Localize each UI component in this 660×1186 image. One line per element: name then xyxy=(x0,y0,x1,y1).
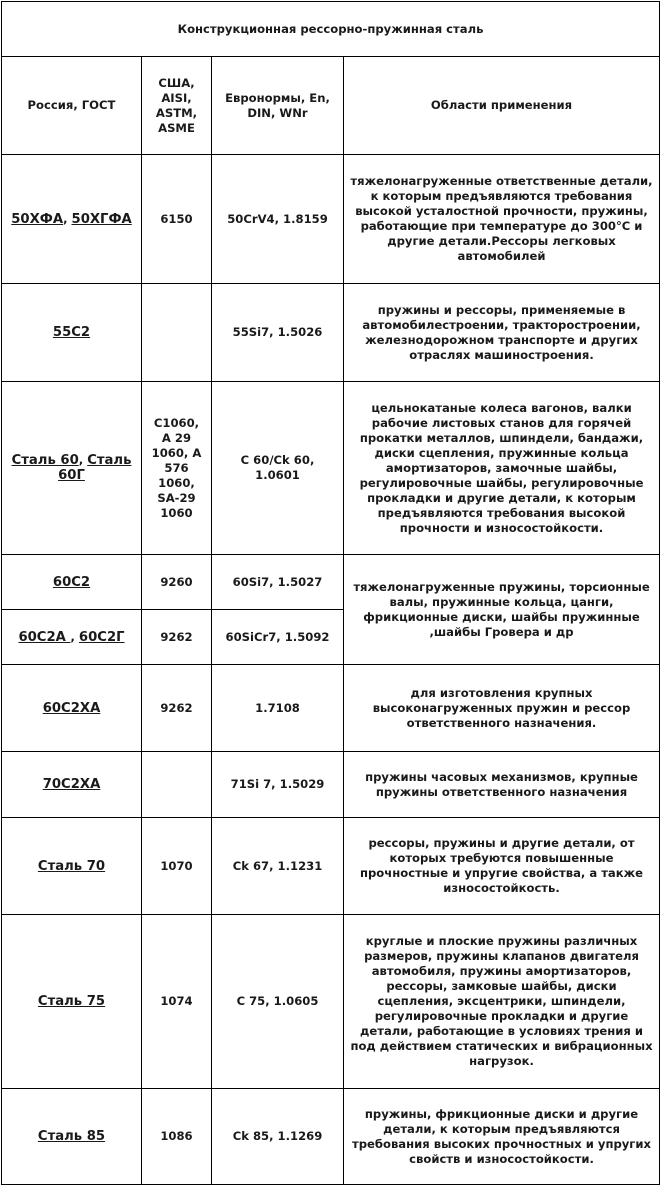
gost-cell xyxy=(2,610,142,665)
table-row xyxy=(2,818,660,915)
table-row xyxy=(2,752,660,818)
steel-table xyxy=(1,1,660,1185)
gost-cell xyxy=(2,382,142,555)
usa-cell xyxy=(142,752,212,818)
gost-cell xyxy=(2,665,142,752)
application-cell: круглые и плоские пружины различных размеров, пружины клапанов двигателя автомобиля, пружины амортизаторов, рессоры, замковые шайбы, диски сцепления, эксцентрики, шпиндели, регулировочные прокладки и другие детали, работающие в условиях трения и под действием статических и вибрационных нагрузок. xyxy=(344,915,660,1089)
table-row xyxy=(2,555,660,610)
usa-cell: 9262 xyxy=(142,665,212,752)
usa-cell: 1070 xyxy=(142,818,212,915)
title-row xyxy=(2,2,660,57)
euro-cell: С 75, 1.0605 xyxy=(212,915,344,1089)
gost-link[interactable]: 60С2 xyxy=(52,574,91,590)
euro-cell: 55Si7, 1.5026 xyxy=(212,284,344,382)
gost-link[interactable]: 60С2Г xyxy=(78,629,125,645)
application-cell: рессоры, пружины и другие детали, от которых требуются повышенные прочностные и упругие свойства, а также износостойкость. xyxy=(344,818,660,915)
usa-cell: 1074 xyxy=(142,915,212,1089)
usa-cell: 9262 xyxy=(142,610,212,665)
gost-cell xyxy=(2,818,142,915)
table-row xyxy=(2,915,660,1089)
table-row xyxy=(2,665,660,752)
application-cell: пружины, фрикционные диски и другие детали, к которым предъявляются требования высоких прочностных и упругих свойств и износостойкости. xyxy=(344,1089,660,1185)
application-cell: пружины часовых механизмов, крупные пружины ответственного назначения xyxy=(344,752,660,818)
euro-cell: 60SiCr7, 1.5092 xyxy=(212,610,344,665)
gost-separator: , xyxy=(63,211,72,226)
gost-cell xyxy=(2,555,142,610)
table-row xyxy=(2,284,660,382)
application-cell: тяжелонагруженные ответственные детали, к которым предъявляются требования высокой усталостной прочности, пружины, работающие при температуре до 300°С и другие детали.Рессоры легковых автомобилей xyxy=(344,155,660,284)
usa-cell xyxy=(142,284,212,382)
euro-cell: Ck 85, 1.1269 xyxy=(212,1089,344,1185)
euro-cell: 60Si7, 1.5027 xyxy=(212,555,344,610)
header-euro: Евронормы, En, DIN, WNr xyxy=(212,57,344,155)
gost-cell xyxy=(2,752,142,818)
gost-link[interactable]: Сталь 60Г xyxy=(58,453,132,483)
usa-cell: 9260 xyxy=(142,555,212,610)
gost-cell xyxy=(2,155,142,284)
gost-link[interactable]: 60С2А xyxy=(18,629,71,645)
gost-cell xyxy=(2,284,142,382)
gost-link[interactable]: Сталь 60 xyxy=(11,453,79,468)
table-title: Конструкционная рессорно-пружинная сталь xyxy=(2,2,660,57)
header-application: Области применения xyxy=(344,57,660,155)
table-row xyxy=(2,155,660,284)
header-usa: США, AISI, ASTM, ASME xyxy=(142,57,212,155)
table-row xyxy=(2,382,660,555)
usa-cell: C1060, A 29 1060, A 576 1060, SA-29 1060 xyxy=(142,382,212,555)
gost-separator: , xyxy=(70,629,79,644)
gost-link[interactable]: Сталь 70 xyxy=(37,858,106,874)
gost-link[interactable]: 50ХГФА xyxy=(71,211,132,227)
application-cell: пружины и рессоры, применяемые в автомобилестроении, тракторостроении, железнодорожном транспорте и других отраслях машиностроения. xyxy=(344,284,660,382)
gost-link[interactable]: Сталь 85 xyxy=(37,1129,106,1144)
application-cell: тяжелонагруженные пружины, торсионные валы, пружинные кольца, цанги, фрикционные диски, шайбы пружинные ,шайбы Гровера и др xyxy=(344,555,660,665)
table-row xyxy=(2,1089,660,1185)
usa-cell: 6150 xyxy=(142,155,212,284)
euro-cell: 1.7108 xyxy=(212,665,344,752)
gost-link[interactable]: 60С2ХА xyxy=(42,700,101,716)
euro-cell: 71Si 7, 1.5029 xyxy=(212,752,344,818)
gost-link[interactable]: 55С2 xyxy=(52,325,91,340)
euro-cell: С 60/Ck 60, 1.0601 xyxy=(212,382,344,555)
usa-cell: 1086 xyxy=(142,1089,212,1185)
gost-cell xyxy=(2,1089,142,1185)
header-russia: Россия, ГОСТ xyxy=(2,57,142,155)
application-cell: для изготовления крупных высоконагруженных пружин и рессор ответственного назначения. xyxy=(344,665,660,752)
application-cell: цельнокатаные колеса вагонов, валки рабочие листовых станов для горячей прокатки металлов, шпиндели, бандажи, диски сцепления, пружинные кольца амортизаторов, замочные шайбы, регулировочные шайбы, регулировочные прокладки и другие детали, к которым предъявляются требования высокой прочности и износостойкости. xyxy=(344,382,660,555)
header-row xyxy=(2,57,660,155)
gost-link[interactable]: Сталь 75 xyxy=(37,994,106,1009)
gost-link[interactable]: 50ХФА xyxy=(11,211,64,227)
euro-cell: 50CrV4, 1.8159 xyxy=(212,155,344,284)
gost-link[interactable]: 70С2ХА xyxy=(42,777,101,792)
gost-cell xyxy=(2,915,142,1089)
euro-cell: Ck 67, 1.1231 xyxy=(212,818,344,915)
gost-separator: , xyxy=(78,453,88,467)
